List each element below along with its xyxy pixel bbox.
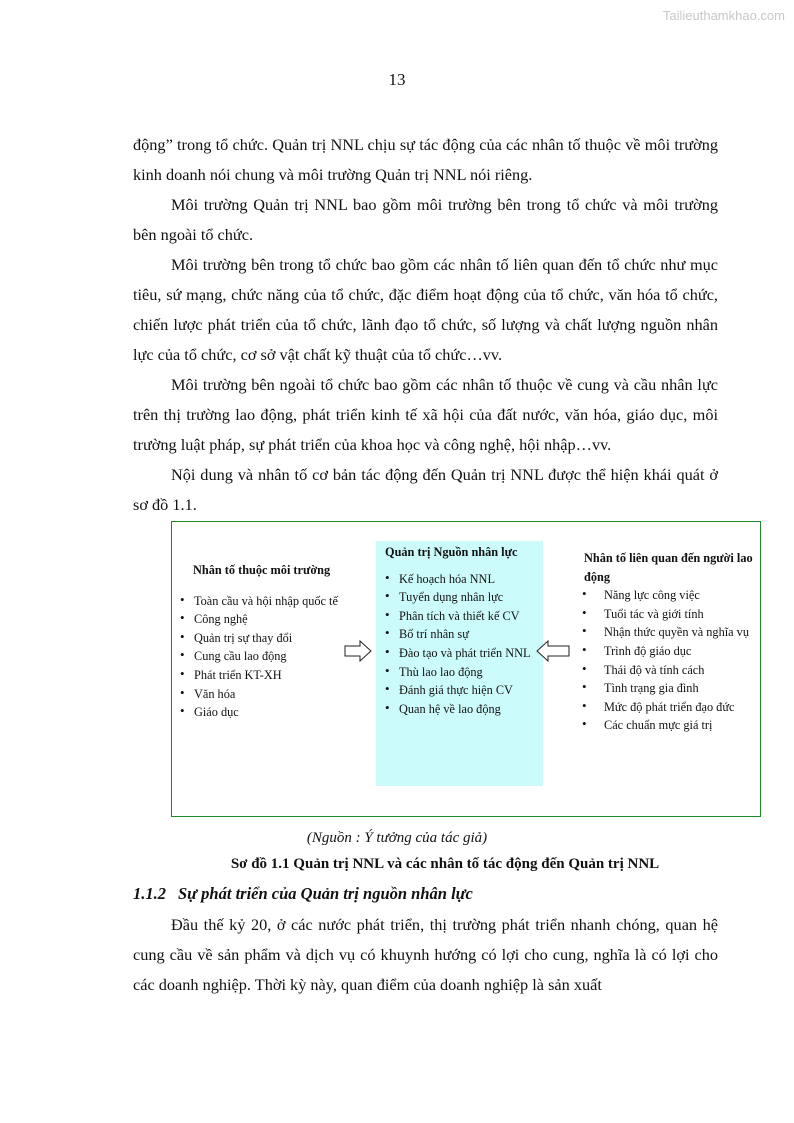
list-item: • Công nghệ: [180, 610, 360, 629]
list-item: • Tuyển dụng nhân lực: [385, 588, 535, 607]
list-item: • Quản trị sự thay đổi: [180, 629, 360, 648]
right-arrow-icon: [344, 640, 372, 662]
list-item: • Mức độ phát triển đạo đức: [582, 698, 760, 717]
list-item: • Kế hoạch hóa NNL: [385, 570, 535, 589]
list-item: • Cung cầu lao động: [180, 647, 360, 666]
paragraph: Môi trường bên trong tổ chức bao gồm các nhân tố liên quan đến tổ chức như mục tiêu, sứ mạng, chức năng của tổ chức, đặc điểm hoạt động của tổ chức, văn hóa tổ chức, chiến lược phát triển của tổ chức, lãnh đạo tổ chức, số lượng và chất lượng nguồn nhân lực của tổ chức, cơ sở vật chất kỹ thuật của tổ chức…vv.: [133, 255, 718, 364]
list-item: • Toàn cầu và hội nhập quốc tế: [180, 592, 360, 611]
section-body: [133, 910, 718, 1000]
list-item: • Quan hệ về lao động: [385, 700, 535, 719]
list-item: • Bố trí nhân sự: [385, 625, 535, 644]
list-item: • Các chuẩn mực giá trị: [582, 716, 760, 735]
figure-source: (Nguồn : Ý tưởng của tác giả): [306, 830, 488, 846]
hrm-diagram: [171, 521, 761, 817]
employee-factors-column: [582, 549, 760, 735]
list-item: • Trình độ giáo dục: [582, 642, 760, 661]
left-arrow-icon: [536, 640, 570, 662]
list-item: • Tuổi tác và giới tính: [582, 605, 760, 624]
figure-caption: Sơ đồ 1.1 Quản trị NNL và các nhân tố tác động đến Quản trị NNL: [230, 856, 660, 872]
list-item: • Năng lực công việc: [582, 586, 760, 605]
environment-factors-column: [180, 561, 360, 722]
list-item: • Phân tích và thiết kế CV: [385, 607, 535, 626]
list-item: • Nhận thức quyền và nghĩa vụ: [582, 623, 760, 642]
hrm-center-box: [376, 541, 543, 786]
environment-factors-title: Nhân tố thuộc môi trường: [193, 563, 331, 577]
section-number: 1.1.2: [133, 884, 166, 903]
list-item: • Thái độ và tính cách: [582, 661, 760, 680]
paragraph: Nội dung và nhân tố cơ bản tác động đến Quản trị NNL được thể hiện khái quát ở sơ đồ 1.1.: [133, 465, 718, 514]
hrm-functions-list: [385, 570, 535, 719]
list-item: • Đánh giá thực hiện CV: [385, 681, 535, 700]
list-item: • Phát triển KT-XH: [180, 666, 360, 685]
environment-factors-list: [180, 592, 360, 722]
section-heading: [133, 884, 473, 904]
body-text: [133, 130, 718, 520]
hrm-center-title: Quản trị Nguồn nhân lực: [385, 545, 518, 559]
paragraph: Đầu thế kỷ 20, ở các nước phát triển, thị trường phát triển nhanh chóng, quan hệ cung cầu về sản phẩm và dịch vụ có khuynh hướng có lợi cho cung, nghĩa là có lợi cho các doanh nghiệp. Thời kỳ này, quan điểm của doanh nghiệp là sản xuất: [133, 915, 718, 994]
list-item: • Giáo dục: [180, 703, 360, 722]
watermark: Tailieuthamkhao.com: [662, 8, 785, 23]
page-number: 13: [388, 70, 406, 89]
employee-factors-title: Nhân tố liên quan đến người lao động: [584, 551, 753, 584]
paragraph: Môi trường bên ngoài tổ chức bao gồm các nhân tố thuộc về cung và cầu nhân lực trên thị trường lao động, phát triển kinh tế xã hội của đất nước, văn hóa, giáo dục, môi trường luật pháp, sự phát triển của khoa học và công nghệ, hội nhập…vv.: [133, 375, 718, 454]
section-title: Sự phát triển của Quản trị nguồn nhân lực: [178, 884, 473, 903]
list-item: • Đào tạo và phát triển NNL: [385, 644, 535, 663]
paragraph: Môi trường Quản trị NNL bao gồm môi trường bên trong tổ chức và môi trường bên ngoài tổ chức.: [133, 195, 718, 244]
employee-factors-list: [582, 586, 760, 735]
list-item: • Văn hóa: [180, 685, 360, 704]
list-item: • Tình trạng gia đình: [582, 679, 760, 698]
list-item: • Thù lao lao động: [385, 663, 535, 682]
paragraph: động” trong tổ chức. Quản trị NNL chịu sự tác động của các nhân tố thuộc về môi trường kinh doanh nói chung và môi trường Quản trị NNL nói riêng.: [133, 135, 718, 184]
